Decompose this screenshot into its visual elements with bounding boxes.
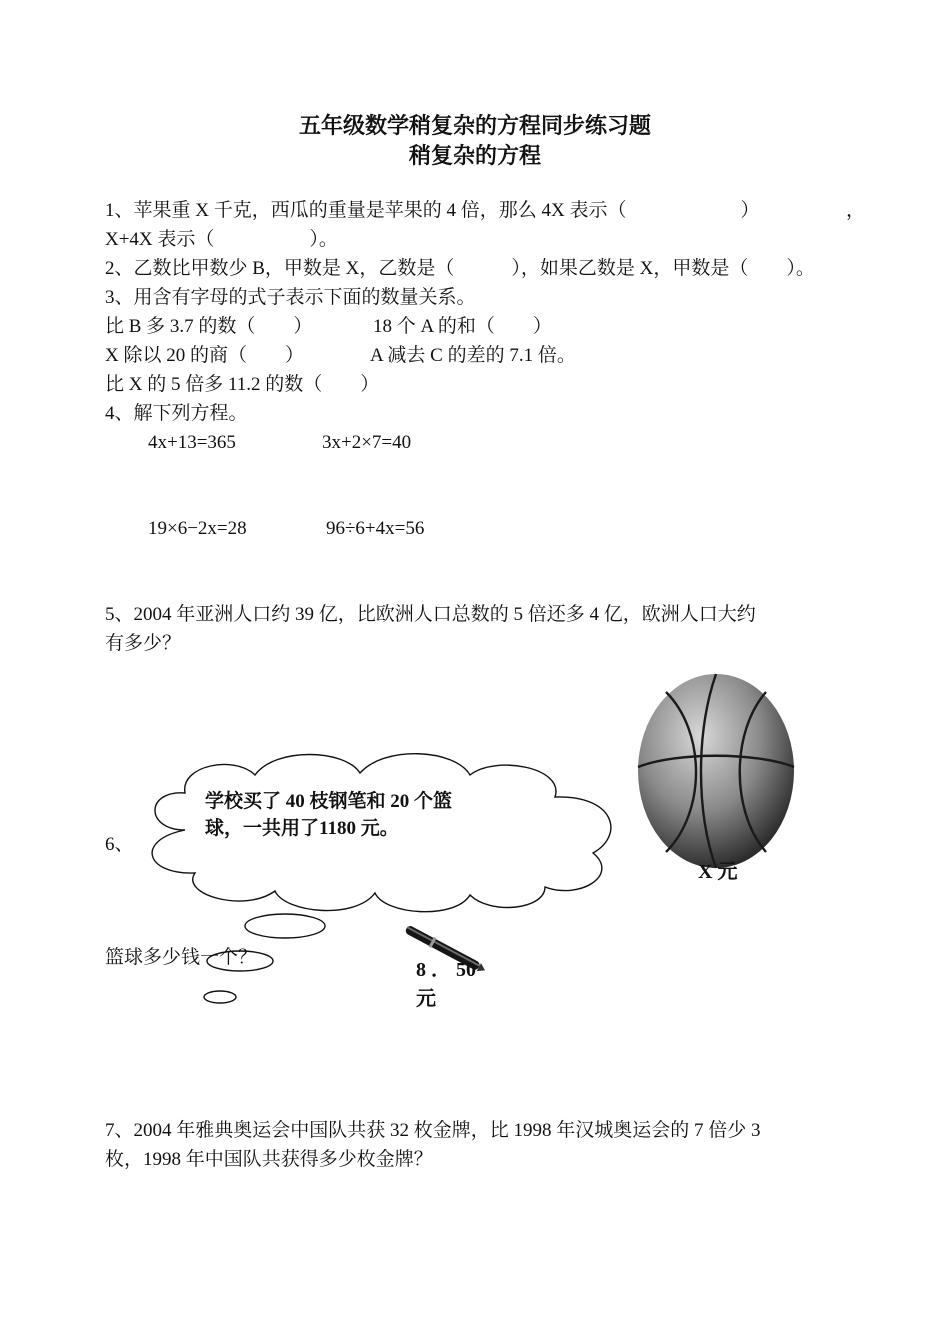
q6-cloud-line1: 学校买了 40 枝钢笔和 20 个篮 [205,791,453,812]
q4-equation-4: 96÷6+4x=56 [326,518,425,539]
q3-item-e: 比 X 的 5 倍多 11.2 的数（ ） [105,374,380,395]
pen-price-line2: 元 [416,988,436,1010]
q5-line2: 有多少？ [105,633,182,654]
q3-item-d: A 减去 C 的差的 7.1 倍。 [370,345,576,366]
q6-number: 6、 [105,834,134,855]
q6-question: 篮球多少钱一个？ [105,947,258,968]
page-subtitle: 稍复杂的方程 [408,143,541,168]
q6-cloud-line2: 球，一共用了1180 元。 [205,818,399,839]
q3-item-a: 比 B 多 3.7 的数（ ） [105,316,313,337]
q7-line2: 枚，1998 年中国队共获得多少枚金牌？ [105,1149,433,1170]
pen-price-line1: 8 ． 50 [416,959,476,981]
q2-line1: 2、乙数比甲数少 B，甲数是 X，乙数是（ ），如果乙数是 X，甲数是（ ）。 [105,258,815,279]
q1-line2: X+4X 表示（ ）。 [105,229,338,250]
q4-equation-1: 4x+13=365 [148,432,236,453]
ball-price: X 元 [698,861,738,883]
basketball-icon [636,672,796,870]
q4-line1: 4、解下列方程。 [105,403,248,424]
q3-line1: 3、用含有字母的式子表示下面的数量关系。 [105,287,476,308]
page-title: 五年级数学稍复杂的方程同步练习题 [298,113,651,138]
q4-equation-3: 19×6−2x=28 [148,518,247,539]
q7-line1: 7、2004 年雅典奥运会中国队共获 32 枚金牌，比 1998 年汉城奥运会的 7 倍少 3 [105,1120,761,1141]
q3-item-c: X 除以 20 的商（ ） [105,345,304,366]
q1-line1: 1、苹果重 X 千克，西瓜的重量是苹果的 4 倍，那么 4X 表示（ ） [105,200,760,221]
q3-item-b: 18 个 A 的和（ ） [373,316,552,337]
q4-equation-2: 3x+2×7=40 [322,432,412,453]
q1-line1-end: ， [846,200,866,221]
q5-line1: 5、2004 年亚洲人口约 39 亿，比欧洲人口总数的 5 倍还多 4 亿，欧洲人口大约 [105,604,756,625]
